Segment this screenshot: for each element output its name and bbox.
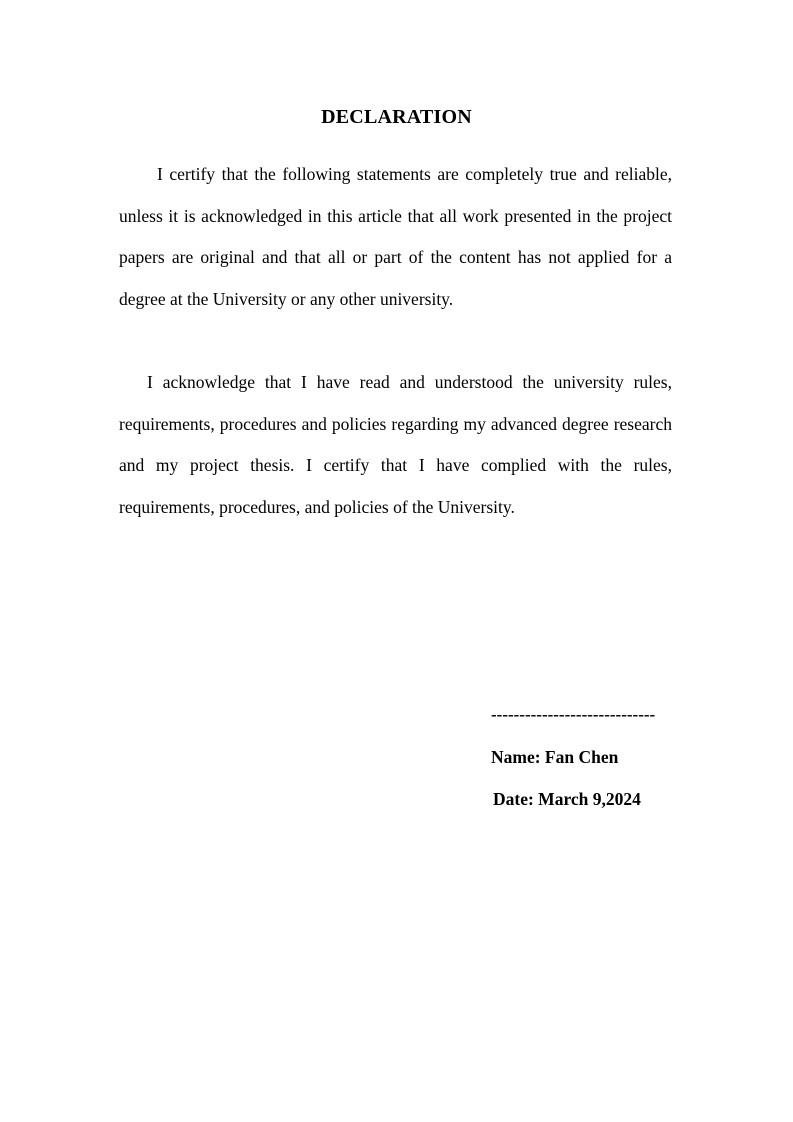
- signature-date: Date: March 9,2024: [493, 789, 641, 809]
- signature-block: [491, 702, 681, 809]
- page-title: DECLARATION: [321, 106, 472, 128]
- certification-paragraph: I certify that the following statements are completely true and reliable, unless it is acknowledged in this article that all work presented in the project papers are original and that all or part of the content has not applied for a degree at the University or any other university.: [119, 164, 672, 309]
- signature-line: -----------------------------: [491, 705, 656, 724]
- acknowledgement-paragraph: I acknowledge that I have read and understood the university rules, requirements, procedures and policies regarding my advanced degree research and my project thesis. I certify that I have complied with the rules, requirements, procedures, and policies of the University.: [119, 372, 672, 517]
- signer-name: Name: Fan Chen: [491, 747, 619, 767]
